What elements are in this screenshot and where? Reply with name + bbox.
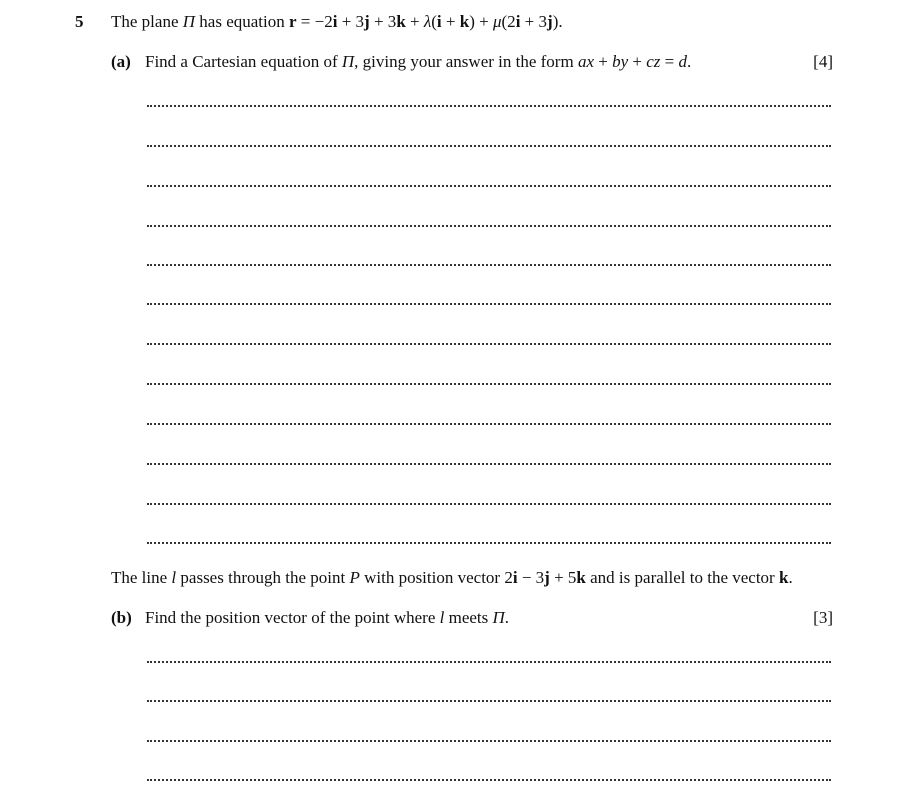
part-b-marks: [3] <box>813 608 833 627</box>
answer-line[interactable] <box>147 661 831 663</box>
answer-line[interactable] <box>147 700 831 702</box>
answer-line[interactable] <box>147 264 831 266</box>
part-a-marks: [4] <box>813 52 833 71</box>
question-stem: The plane Π has equation r = −2i + 3j + 3k + λ(i + k) + μ(2i + 3j). <box>111 12 563 31</box>
answer-line[interactable] <box>147 105 831 107</box>
answer-line[interactable] <box>147 463 831 465</box>
answer-line[interactable] <box>147 779 831 781</box>
answer-line[interactable] <box>147 542 831 544</box>
part-a-label: (a) <box>111 52 131 71</box>
answer-line[interactable] <box>147 503 831 505</box>
answer-line[interactable] <box>147 185 831 187</box>
answer-line[interactable] <box>147 225 831 227</box>
part-b-text: Find the position vector of the point where l meets Π. <box>145 608 510 627</box>
line-description: The line l passes through the point P with position vector 2i − 3j + 5k and is parallel to the vector k. <box>111 568 793 587</box>
answer-line[interactable] <box>147 145 831 147</box>
question-number: 5 <box>75 12 84 31</box>
answer-line[interactable] <box>147 423 831 425</box>
answer-line[interactable] <box>147 303 831 305</box>
answer-line[interactable] <box>147 343 831 345</box>
answer-line[interactable] <box>147 740 831 742</box>
part-a-text: Find a Cartesian equation of Π, giving your answer in the form ax + by + cz = d. <box>145 52 692 71</box>
answer-line[interactable] <box>147 383 831 385</box>
part-b-label: (b) <box>111 608 132 627</box>
